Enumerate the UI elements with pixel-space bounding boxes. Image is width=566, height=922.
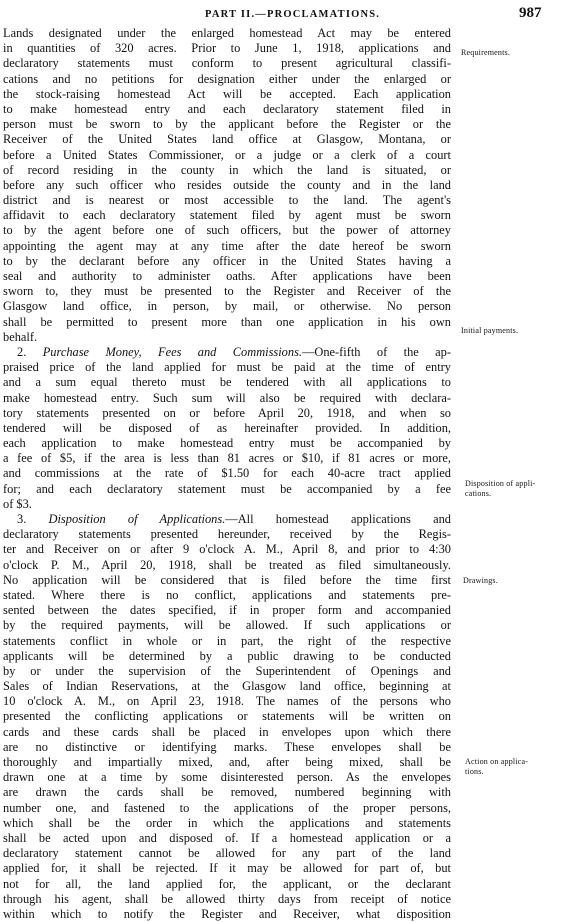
text-line: by the required payments, will be allowed. If such applications or xyxy=(3,618,451,633)
text-line: sworn to, they must be presented to the Register and Receiver of the xyxy=(3,284,451,299)
margin-note-initial-payments xyxy=(461,326,561,336)
text-line: before a United States Commissioner, or a judge or a clerk of a court xyxy=(3,147,451,162)
text-line: No application will be considered that is filed before the time first xyxy=(3,572,451,587)
text-line: Lands designated under the enlarged homestead Act may be entered xyxy=(3,26,451,40)
margin-note-line: Action on applica- xyxy=(465,757,529,766)
section-number: 2. xyxy=(17,344,27,359)
text-line: a fee of $5, if the area is less than 81 acres or $10, if 81 acres or more, xyxy=(3,451,451,466)
text-line: affidavit to each declaratory statement filed by agent must be sworn xyxy=(3,208,451,223)
text-line: number one, and fastened to the applications of the proper persons, xyxy=(3,800,451,815)
text-line: thoroughly and impartially mixed, and, after being mixed, shall be xyxy=(3,755,451,769)
text-line: district and is nearest or most accessible to the land. The agent's xyxy=(3,193,451,208)
margin-note-line: Initial payments. xyxy=(461,326,519,335)
body-text xyxy=(3,26,451,922)
margin-note-action xyxy=(465,757,565,776)
text-line: drawn one at a time by some disinterested person. As the envelopes xyxy=(3,770,451,785)
text-line: to make homestead entry and each declaratory statement filed in xyxy=(3,101,451,116)
text-line: each application to make homestead entry must be accompanied by xyxy=(3,436,451,451)
text-line: declaratory statements must conform to present agricultural classifi- xyxy=(3,56,451,71)
text-line: and a sum equal thereto must be tendered with all applications to xyxy=(3,375,451,390)
margin-note-requirements xyxy=(461,48,561,58)
text-line: presented the conflicting applications or statements will be written on xyxy=(3,709,451,724)
section-heading: Purchase Money, Fees and Commissions. xyxy=(42,344,302,359)
text-line: the stock-raising homestead Act will be accepted. Each application xyxy=(3,86,451,101)
text-line: cards and these cards shall be placed in envelopes upon which there xyxy=(3,724,451,739)
text-line: which shall be the order in which the applications and statements xyxy=(3,815,451,830)
text-line: for; and each declaratory statement must be accompanied by a fee xyxy=(3,481,451,496)
margin-note-drawings xyxy=(463,576,563,586)
text-line: applicants will be determined by a public drawing to be conducted xyxy=(3,648,451,663)
text-line: make homestead entry. Such sum will also be required with declara- xyxy=(3,390,451,405)
text-line: seal and authority to administer oaths. After applications have been xyxy=(3,269,451,283)
text-line: declaratory statements presented hereunder, received by the Regis- xyxy=(3,527,451,542)
text-line: of record residing in the county in which the land is situated, or xyxy=(3,162,451,177)
text-line: appointing the agent may at any time after the date hereof be sworn xyxy=(3,238,451,253)
text-line: in quantities of 320 acres. Prior to June 1, 1918, applications and xyxy=(3,41,451,56)
text-line: declaratory statement cannot be allowed for any part of the land xyxy=(3,846,451,861)
text-line: applied for, it shall be rejected. If it may be allowed for part of, but xyxy=(3,861,451,876)
text-line: 10 o'clock A. M., on April 23, 1918. The names of the persons who xyxy=(3,694,451,709)
text-line: not for all, the land applied for, the applicant, or the declarant xyxy=(3,876,451,891)
text-line: behalf. xyxy=(3,329,38,344)
text-line: and commissions at the rate of $1.50 for each 40-acre tract applied xyxy=(3,466,451,481)
paragraph-requirements xyxy=(3,26,451,345)
text-line: praised price of the land applied for must be paid at the time of entry xyxy=(3,360,451,375)
text-line: to by the agent before one of such officers, but the power of attorney xyxy=(3,223,451,238)
text-line: tendered will be disposed of as hereinafter provided. In addition, xyxy=(3,420,451,435)
text-line: Receiver of the United States land office at Glasgow, Montana, or xyxy=(3,132,451,147)
text-line: before any such officer who resides outside the county and in the land xyxy=(3,177,451,192)
section-heading-line xyxy=(3,512,451,527)
text-line: tory statements presented on or before April 20, 1918, and when so xyxy=(3,405,451,420)
text-line: are drawn the cards shall be removed, numbered beginning with xyxy=(3,785,451,800)
text-line: are no distinctive or identifying marks. These envelopes shall be xyxy=(3,739,451,754)
margin-note-line: tions. xyxy=(465,766,484,776)
text-line: Sales of Indian Reservations, at the Glasgow land office, beginning at xyxy=(3,679,451,694)
section-heading-rest: —One-fifth of the ap- xyxy=(302,344,451,359)
text-line: shall be permitted to present more than one application in his own xyxy=(3,314,451,329)
text-line: ter and Receiver on or after 9 o'clock A. M., April 8, and prior to 4:30 xyxy=(3,542,451,557)
text-line: sented between the dates specified, if in proper form and accompanied xyxy=(3,603,451,618)
text-line: o'clock P. M., April 20, 1918, shall be treated as filed simultaneously. xyxy=(3,557,451,572)
paragraph-purchase-money xyxy=(3,345,451,512)
text-line: of $3. xyxy=(3,496,32,511)
margin-note-disposition xyxy=(465,479,565,498)
text-line: shall be acted upon and disposed of. If a homestead application or a xyxy=(3,830,451,845)
text-line: through his agent, shall be allowed thirty days from receipt of notice xyxy=(3,891,451,906)
page-number: 987 xyxy=(519,5,542,21)
page-header xyxy=(0,0,566,28)
margin-note-line: Drawings. xyxy=(463,576,498,585)
margin-note-line: Disposition of appli- xyxy=(465,479,536,488)
text-line: statements conflict in whole or in part, the right of the respective xyxy=(3,633,451,648)
margin-note-line: Requirements. xyxy=(461,48,511,57)
text-line: to by the declarant before any officer in the United States having a xyxy=(3,253,451,268)
text-line: stated. Where there is no conflict, applications and statements pre- xyxy=(3,587,451,602)
text-line: cations and no petitions for designation either under the enlarged or xyxy=(3,71,451,86)
text-line: Glasgow land office, in person, by mail, or otherwise. No person xyxy=(3,299,451,314)
section-number: 3. xyxy=(17,512,27,526)
text-line: person must be sworn to by the applicant before the Register or the xyxy=(3,117,451,132)
section-heading-line xyxy=(3,345,451,360)
margin-note-line: cations. xyxy=(465,488,492,498)
text-line: within which to notify the Register and Receiver, what disposition xyxy=(3,906,451,921)
section-heading-rest: —All homestead applications and xyxy=(225,512,451,526)
section-heading: Disposition of Applications. xyxy=(48,512,226,526)
paragraph-disposition xyxy=(3,512,451,922)
text-line: by or under the supervision of the Superintendent of Openings and xyxy=(3,663,451,678)
running-head: PART II.—PROCLAMATIONS. xyxy=(205,9,381,20)
